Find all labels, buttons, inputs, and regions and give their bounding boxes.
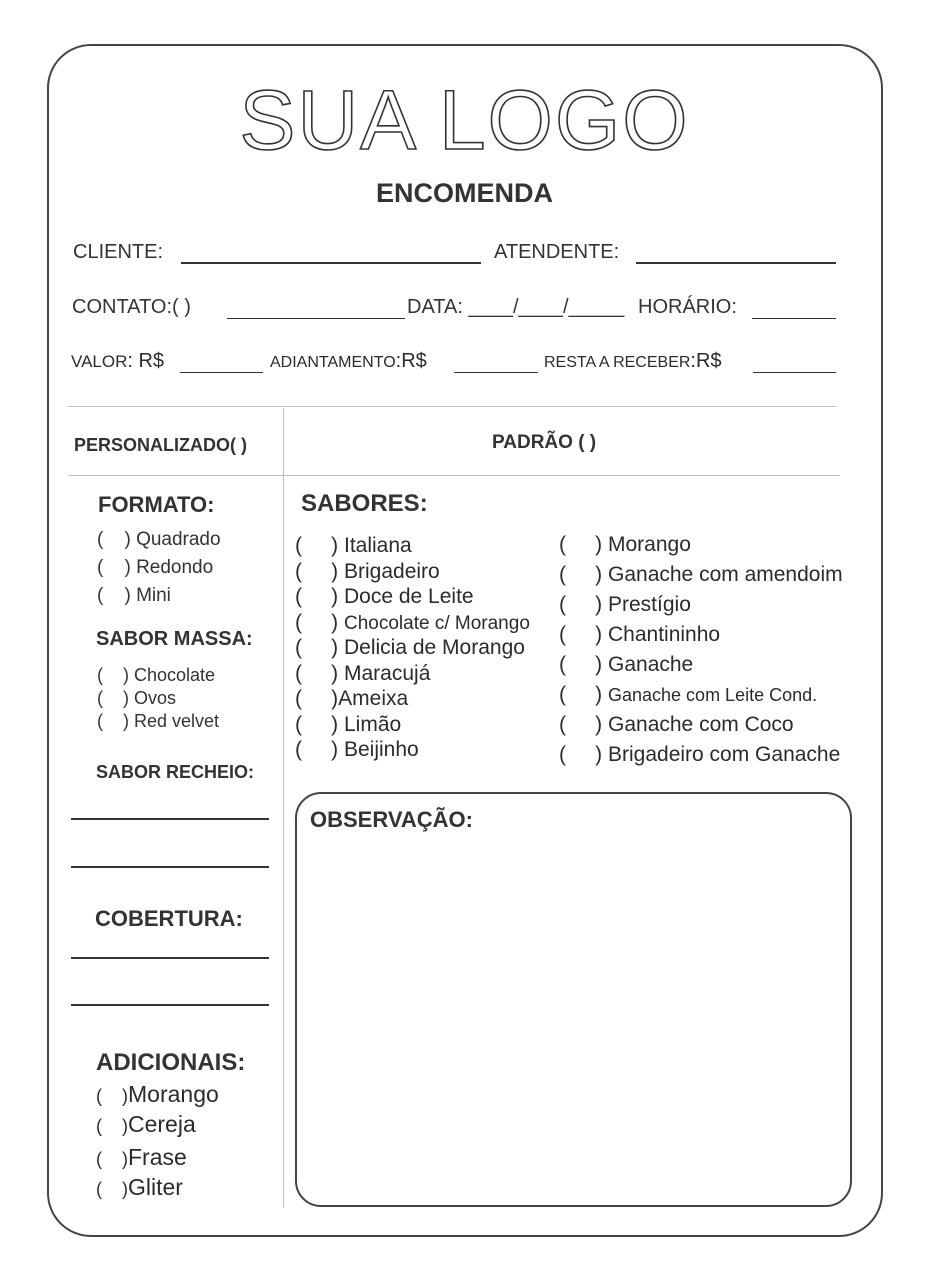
divider-middle bbox=[68, 475, 840, 476]
adicionais-option[interactable]: ( )Frase bbox=[96, 1144, 187, 1170]
padrao-option[interactable]: PADRÃO ( ) bbox=[492, 432, 597, 453]
atendente-field[interactable] bbox=[636, 262, 836, 264]
sabor-option[interactable]: ( ) Chantininho bbox=[559, 623, 721, 646]
sabor-option[interactable]: ( ) Ganache com Coco bbox=[559, 713, 794, 736]
divider-vertical bbox=[283, 408, 284, 1208]
sabor-option[interactable]: ( )Ameixa bbox=[295, 687, 409, 710]
sabor-massa-option[interactable]: ( ) Ovos bbox=[97, 688, 177, 708]
adicionais-option[interactable]: ( )Morango bbox=[96, 1081, 219, 1107]
sabor-option[interactable]: ( ) Italiana bbox=[295, 534, 412, 557]
atendente-label: ATENDENTE: bbox=[494, 241, 620, 263]
adiantamento-field[interactable] bbox=[454, 372, 538, 373]
adicionais-option[interactable]: ( )Cereja bbox=[96, 1111, 196, 1137]
formato-option[interactable]: ( ) Quadrado bbox=[97, 529, 221, 550]
sabor-massa-option[interactable]: ( ) Red velvet bbox=[97, 711, 220, 731]
resta-field[interactable] bbox=[753, 372, 836, 373]
sabor-option[interactable]: ( ) Brigadeiro com Ganache bbox=[559, 743, 841, 766]
sabor-option[interactable]: ( ) Ganache com Leite Cond. bbox=[559, 683, 818, 706]
sabor-massa-heading: SABOR MASSA: bbox=[96, 628, 253, 650]
sabor-option[interactable]: ( ) Brigadeiro bbox=[295, 560, 440, 583]
adiantamento-label: ADIANTAMENTO:R$ bbox=[270, 350, 427, 372]
observacao-heading: OBSERVAÇÃO: bbox=[310, 807, 473, 832]
sabor-option[interactable]: ( ) Morango bbox=[559, 533, 691, 556]
formato-heading: FORMATO: bbox=[98, 492, 215, 517]
cobertura-line[interactable] bbox=[71, 957, 269, 959]
contato-field[interactable] bbox=[227, 318, 405, 319]
formato-option[interactable]: ( ) Redondo bbox=[97, 557, 214, 578]
sabor-option[interactable]: ( ) Ganache bbox=[559, 653, 694, 676]
valor-field[interactable] bbox=[180, 372, 263, 373]
form-title: ENCOMENDA bbox=[375, 178, 553, 208]
sabores-heading: SABORES: bbox=[301, 490, 428, 517]
logo-placeholder: SUA LOGO bbox=[239, 73, 690, 167]
formato-option[interactable]: ( ) Mini bbox=[97, 585, 171, 606]
sabor-option[interactable]: ( ) Doce de Leite bbox=[295, 585, 474, 608]
observacao-box[interactable] bbox=[295, 792, 852, 1207]
adicionais-option[interactable]: ( )Gliter bbox=[96, 1174, 183, 1200]
horario-label: HORÁRIO: bbox=[638, 296, 737, 318]
sabor-option[interactable]: ( ) Limão bbox=[295, 713, 402, 736]
horario-field[interactable] bbox=[752, 318, 836, 319]
cliente-field[interactable] bbox=[181, 262, 481, 264]
sabor-recheio-line[interactable] bbox=[71, 866, 269, 868]
sabor-option[interactable]: ( ) Beijinho bbox=[295, 738, 419, 761]
data-field[interactable]: DATA: ____/____/_____ bbox=[407, 296, 625, 318]
contato-label: CONTATO:( ) bbox=[72, 296, 191, 318]
cobertura-line[interactable] bbox=[71, 1004, 269, 1006]
sabor-option[interactable]: ( ) Chocolate c/ Morango bbox=[295, 611, 530, 634]
adicionais-heading: ADICIONAIS: bbox=[96, 1049, 246, 1076]
sabor-massa-option[interactable]: ( ) Chocolate bbox=[97, 665, 216, 685]
cobertura-heading: COBERTURA: bbox=[95, 906, 243, 931]
sabor-recheio-heading: SABOR RECHEIO: bbox=[96, 762, 255, 782]
sabor-option[interactable]: ( ) Delicia de Morango bbox=[295, 636, 525, 659]
valor-label: VALOR: R$ bbox=[71, 350, 165, 372]
resta-label: RESTA A RECEBER:R$ bbox=[544, 350, 722, 372]
sabor-option[interactable]: ( ) Ganache com amendoim bbox=[559, 563, 843, 586]
cliente-label: CLIENTE: bbox=[73, 241, 164, 263]
sabor-option[interactable]: ( ) Maracujá bbox=[295, 662, 431, 685]
divider-top bbox=[68, 406, 836, 407]
sabor-recheio-line[interactable] bbox=[71, 818, 269, 820]
sabor-option[interactable]: ( ) Prestígio bbox=[559, 593, 691, 616]
personalizado-option[interactable]: PERSONALIZADO( ) bbox=[74, 435, 247, 455]
